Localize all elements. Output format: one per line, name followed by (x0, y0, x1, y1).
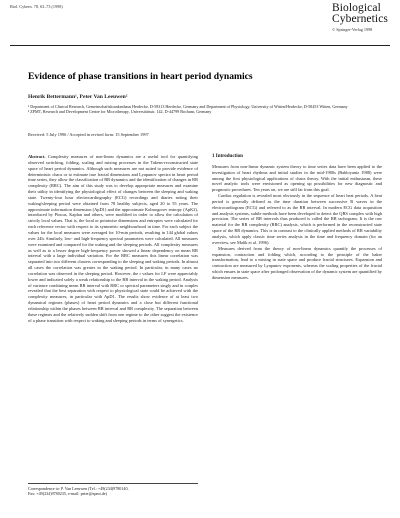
article-title: Evidence of phase transitions in heart period dynamics (28, 71, 253, 82)
publisher-copyright: © Springer-Verlag 1998 (331, 27, 373, 32)
journal-name-line2: Cybernetics (331, 13, 388, 25)
abstract (28, 154, 198, 323)
correspondence-line: Correspondence to: P. Van Leeuwen (Tel.: +49(234)9780140, (28, 486, 129, 491)
journal-citation: Biol. Cybern. 78, 63–73 (1998) (10, 4, 63, 9)
abstract-label: Abstract. (28, 154, 46, 159)
intro-paragraph-1: Measures from non-linear dynamic system theory to time series data have been applied to the investigation of heart rhythms and initial studies in the mid-1980s (Babloyantz 1988) were among the first physiological applications of chaos theory. With the initial enthusiasm, these novel analytic tools were envisioned as opening up possibilities for new diagnostic and prognostic procedures. Ten years on, we are still far from this goal. (212, 163, 382, 193)
right-column (212, 154, 382, 281)
left-column (28, 154, 198, 323)
journal-brand (332, 3, 388, 32)
section-heading-introduction: 1 Introduction (212, 154, 243, 159)
affiliation-2: ² ZPMT, Research and Development Centre for Microtherapy, Universitätsstr. 142, D-44799 Bochum, Germany (28, 109, 212, 115)
received-dates: Received: 5 July 1996 / Accepted in revised form: 15 September 1997 (28, 132, 149, 137)
abstract-text: Complexity measures of non-linear dynamics are a useful tool for quantifying observed switching, folding, scaling and mixing processes in the Takens-reconstructed state space of heart period dynamics. Although such measures are not suited to provide evidence of deterministic chaos or to estimate true fractal dimensions and Lyapunov spectra in heart period time series, they allow the classification of RR dynamics and the identification of changes in RR complexity (RRC). The aim of this study was to develop appropriate measures and examine their utility in identifying the physiological effect of changes between the sleeping and waking state. Twenty-four hour electrocardiography (ECG) recordings and diaries noting their waking/sleeping period were obtained from 78 healthy subjects, aged 20 to 55 years. The approximate information dimension (ApD1) and the approximate Kolmogorov entropy (ApK2), introduced by Pincus, Kaplan and others, were modified in order to allow the calculation of strictly local values. That is, the local or pointwise dimensions and entropies were calculated for each reference vector with respect to its symmetric neighbourhood in time. For each subject the values for the local measures were averaged for 10-min periods, resulting in 144 global values over 24h. Similarly, low- and high-frequency spectral parameters were calculated. All measures were examined and compared for the waking and the sleeping periods. All complexity measures as well as to a lesser degree high-frequency power showed a linear dependency on mean RR interval with a large individual variation. For the RRC measures this linear correlation was separated into two different clusters corresponding to the sleeping and waking periods. In almost all cases the correlation was greater in the waking period. In particular, in many cases no correlation was observed in the sleeping period. However, the r values for LF were appreciably lower and indicated solely a weak relationship to the RR interval in the waking period. Analysis of variance combining mean RR interval with RRC or spectral parameters singly and in couples revealed that the best separation with respect to physiological state could be achieved with the complexity measures, in particular with ApD1. The results show evidence of at least two dynamical regimes (phases) of heart period dynamics and a close but different functional relationship within the phases between RR interval and RR complexity. The separation between these regimes and the relatively sudden shift from one regime to the other suggest the existence of a phase transition with respect to waking and sleeping periods in terms of synergetics. (28, 154, 198, 323)
header-divider (10, 45, 390, 46)
fax-email-line: Fax: +49(234)9780235, e-mail: peter@zpmt.de) (28, 491, 107, 497)
author-affiliations (28, 104, 373, 115)
affiliation-1: ¹ Department of Clinical Research, Gemeinschaftskrankenhaus Herdecke, D-58313 Herdecke, Germany and Department of Physiology, University of Witten/Herdecke, D-58453 Witten, Germany (28, 104, 348, 109)
article-authors: Henrik Bettermann¹, Peter Van Leeuwen² (28, 94, 128, 100)
intro-paragraph-2: Cardiac regulation is revealed most obviously in the sequence of heart beat periods. A beat period is generally defined as the time duration between successive R waves in the electrocardiogram (ECG) and referred to as the RR interval. In modern ECG data acquisition and analysis systems, subtle methods have been developed to detect the QRS complex with high precision. The series of RR intervals thus produced is called the RR tachogram. It is the raw material for the RR complexity (RRC) analysis, which is performed in the reconstructed state space of the RR dynamics. This is in contrast to the clinically applied methods of RR variability analysis, which apply classic time series analysis in the time and frequency domain (for an overview, see Malik et al. 1996). (212, 193, 382, 245)
intro-paragraph-3: Measures derived from the theory of non-linear dynamics quantify the processes of expansion, contraction and folding which, according to the principle of the baker transformation, lead to a mixing in state space and produce fractal structures. Expansion and contraction are measured by Lyapunov exponents, whereas the scaling properties of the fractal which ensues in state space after prolonged observation of the dynamic system are quantified by dimension measures. (212, 245, 382, 280)
journal-name-line1: Biological (331, 2, 381, 14)
correspondence-footnote (28, 483, 198, 497)
